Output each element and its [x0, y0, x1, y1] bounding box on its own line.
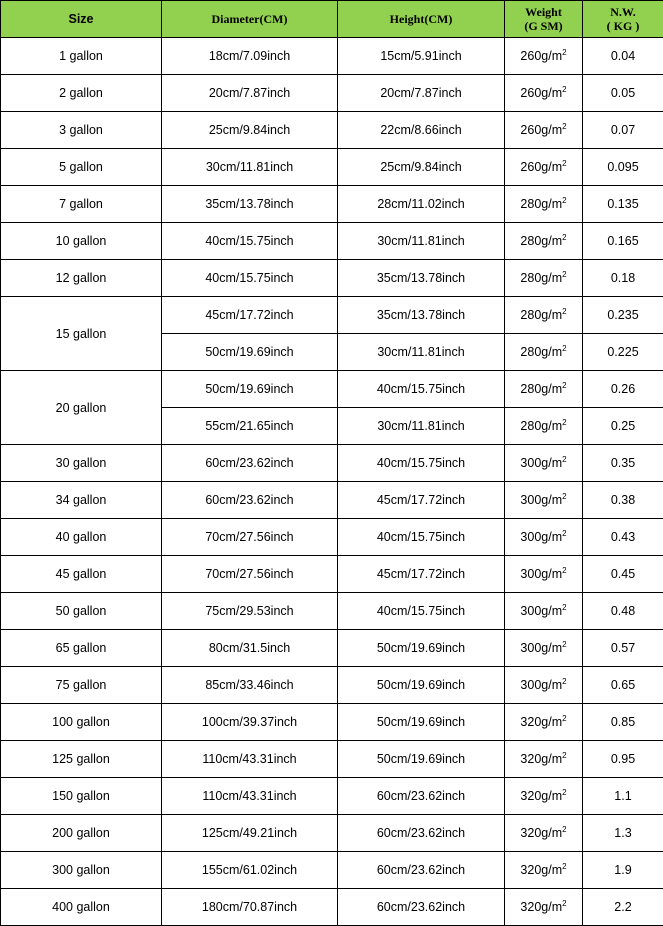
weight-value: 320 [520, 789, 541, 803]
cell-size: 50 gallon [1, 593, 162, 630]
cell-weight [505, 630, 583, 667]
cell-size: 200 gallon [1, 815, 162, 852]
table-row [1, 556, 663, 593]
table-row [1, 667, 663, 704]
cell-diameter: 40cm/15.75inch [162, 260, 338, 297]
cell-weight [505, 852, 583, 889]
cell-weight [505, 186, 583, 223]
cell-diameter: 70cm/27.56inch [162, 519, 338, 556]
table-row [1, 112, 663, 149]
cell-diameter: 18cm/7.09inch [162, 38, 338, 75]
cell-nw: 0.65 [583, 667, 663, 704]
weight-unit-exponent: 2 [562, 85, 566, 94]
cell-height: 40cm/15.75inch [338, 445, 505, 482]
header-size: Size [1, 1, 162, 38]
header-nw-line1: N.W. [583, 5, 663, 19]
table-row [1, 852, 663, 889]
weight-unit: g/m [541, 567, 562, 581]
cell-height: 60cm/23.62inch [338, 852, 505, 889]
cell-size: 100 gallon [1, 704, 162, 741]
cell-nw: 0.05 [583, 75, 663, 112]
cell-weight [505, 889, 583, 926]
cell-height: 15cm/5.91inch [338, 38, 505, 75]
cell-size: 75 gallon [1, 667, 162, 704]
cell-weight [505, 593, 583, 630]
cell-height: 30cm/11.81inch [338, 334, 505, 371]
cell-height: 50cm/19.69inch [338, 667, 505, 704]
weight-unit-exponent: 2 [562, 159, 566, 168]
cell-nw: 0.135 [583, 186, 663, 223]
weight-value: 300 [520, 567, 541, 581]
weight-value: 280 [520, 345, 541, 359]
table-row [1, 815, 663, 852]
cell-diameter: 50cm/19.69inch [162, 334, 338, 371]
table-row [1, 75, 663, 112]
weight-unit: g/m [541, 382, 562, 396]
weight-unit-exponent: 2 [562, 381, 566, 390]
weight-unit-exponent: 2 [562, 529, 566, 538]
weight-value: 300 [520, 604, 541, 618]
cell-height: 20cm/7.87inch [338, 75, 505, 112]
weight-value: 300 [520, 678, 541, 692]
cell-weight [505, 519, 583, 556]
weight-unit: g/m [541, 456, 562, 470]
cell-size: 12 gallon [1, 260, 162, 297]
weight-value: 300 [520, 456, 541, 470]
weight-unit-exponent: 2 [562, 270, 566, 279]
cell-height: 45cm/17.72inch [338, 556, 505, 593]
header-nw [583, 1, 663, 38]
weight-unit: g/m [541, 678, 562, 692]
cell-height: 30cm/11.81inch [338, 408, 505, 445]
cell-diameter: 50cm/19.69inch [162, 371, 338, 408]
table-row [1, 223, 663, 260]
weight-unit-exponent: 2 [562, 862, 566, 871]
header-height: Height(CM) [338, 1, 505, 38]
cell-weight [505, 38, 583, 75]
cell-weight [505, 75, 583, 112]
weight-unit: g/m [541, 197, 562, 211]
cell-diameter: 110cm/43.31inch [162, 778, 338, 815]
weight-unit: g/m [541, 604, 562, 618]
cell-diameter: 180cm/70.87inch [162, 889, 338, 926]
table-body [1, 38, 663, 926]
weight-unit: g/m [541, 123, 562, 137]
cell-diameter: 100cm/39.37inch [162, 704, 338, 741]
weight-value: 280 [520, 271, 541, 285]
header-weight-line1: Weight [505, 5, 582, 19]
cell-size: 3 gallon [1, 112, 162, 149]
table-row [1, 519, 663, 556]
weight-unit-exponent: 2 [562, 788, 566, 797]
cell-weight [505, 112, 583, 149]
weight-value: 320 [520, 863, 541, 877]
weight-unit: g/m [541, 715, 562, 729]
weight-unit-exponent: 2 [562, 344, 566, 353]
cell-diameter: 55cm/21.65inch [162, 408, 338, 445]
weight-unit: g/m [541, 160, 562, 174]
cell-size: 2 gallon [1, 75, 162, 112]
table-row [1, 260, 663, 297]
weight-value: 300 [520, 493, 541, 507]
cell-diameter: 45cm/17.72inch [162, 297, 338, 334]
cell-diameter: 60cm/23.62inch [162, 445, 338, 482]
weight-unit-exponent: 2 [562, 714, 566, 723]
table-row [1, 371, 663, 408]
weight-value: 320 [520, 900, 541, 914]
cell-nw: 0.38 [583, 482, 663, 519]
weight-unit: g/m [541, 308, 562, 322]
cell-size: 125 gallon [1, 741, 162, 778]
weight-unit: g/m [541, 789, 562, 803]
cell-nw: 1.1 [583, 778, 663, 815]
cell-weight [505, 297, 583, 334]
weight-unit-exponent: 2 [562, 492, 566, 501]
table-row [1, 630, 663, 667]
header-diameter: Diameter(CM) [162, 1, 338, 38]
weight-unit-exponent: 2 [562, 825, 566, 834]
weight-unit: g/m [541, 863, 562, 877]
table-row [1, 593, 663, 630]
cell-height: 50cm/19.69inch [338, 741, 505, 778]
cell-size: 20 gallon [1, 371, 162, 445]
table-row [1, 297, 663, 334]
cell-height: 50cm/19.69inch [338, 704, 505, 741]
cell-size: 15 gallon [1, 297, 162, 371]
cell-diameter: 80cm/31.5inch [162, 630, 338, 667]
table-row [1, 186, 663, 223]
cell-nw: 0.45 [583, 556, 663, 593]
cell-diameter: 35cm/13.78inch [162, 186, 338, 223]
weight-value: 320 [520, 715, 541, 729]
weight-unit: g/m [541, 271, 562, 285]
cell-diameter: 85cm/33.46inch [162, 667, 338, 704]
table-row [1, 889, 663, 926]
cell-size: 150 gallon [1, 778, 162, 815]
cell-nw: 0.095 [583, 149, 663, 186]
cell-diameter: 60cm/23.62inch [162, 482, 338, 519]
weight-unit-exponent: 2 [562, 418, 566, 427]
cell-nw: 0.48 [583, 593, 663, 630]
cell-weight [505, 223, 583, 260]
cell-diameter: 155cm/61.02inch [162, 852, 338, 889]
weight-unit-exponent: 2 [562, 455, 566, 464]
weight-value: 300 [520, 641, 541, 655]
cell-weight [505, 741, 583, 778]
cell-nw: 0.43 [583, 519, 663, 556]
weight-unit-exponent: 2 [562, 899, 566, 908]
weight-unit: g/m [541, 49, 562, 63]
cell-diameter: 30cm/11.81inch [162, 149, 338, 186]
cell-size: 400 gallon [1, 889, 162, 926]
cell-diameter: 125cm/49.21inch [162, 815, 338, 852]
weight-unit: g/m [541, 345, 562, 359]
weight-unit-exponent: 2 [562, 307, 566, 316]
cell-weight [505, 815, 583, 852]
table-row [1, 778, 663, 815]
table-row [1, 149, 663, 186]
weight-unit: g/m [541, 826, 562, 840]
table-row [1, 704, 663, 741]
cell-nw: 0.25 [583, 408, 663, 445]
weight-value: 280 [520, 308, 541, 322]
cell-size: 65 gallon [1, 630, 162, 667]
cell-nw: 0.35 [583, 445, 663, 482]
cell-nw: 0.07 [583, 112, 663, 149]
cell-nw: 2.2 [583, 889, 663, 926]
cell-size: 7 gallon [1, 186, 162, 223]
cell-weight [505, 556, 583, 593]
weight-value: 260 [520, 160, 541, 174]
weight-unit-exponent: 2 [562, 751, 566, 760]
cell-nw: 0.165 [583, 223, 663, 260]
weight-value: 300 [520, 530, 541, 544]
weight-value: 280 [520, 382, 541, 396]
weight-value: 280 [520, 197, 541, 211]
cell-diameter: 25cm/9.84inch [162, 112, 338, 149]
weight-unit-exponent: 2 [562, 640, 566, 649]
cell-weight [505, 445, 583, 482]
cell-nw: 0.26 [583, 371, 663, 408]
cell-height: 35cm/13.78inch [338, 297, 505, 334]
weight-value: 320 [520, 826, 541, 840]
weight-unit: g/m [541, 900, 562, 914]
cell-diameter: 20cm/7.87inch [162, 75, 338, 112]
cell-diameter: 110cm/43.31inch [162, 741, 338, 778]
table-row [1, 482, 663, 519]
weight-unit: g/m [541, 641, 562, 655]
cell-weight [505, 334, 583, 371]
weight-value: 260 [520, 86, 541, 100]
cell-diameter: 40cm/15.75inch [162, 223, 338, 260]
weight-unit-exponent: 2 [562, 603, 566, 612]
cell-weight [505, 408, 583, 445]
cell-weight [505, 704, 583, 741]
cell-nw: 0.225 [583, 334, 663, 371]
cell-size: 5 gallon [1, 149, 162, 186]
cell-diameter: 75cm/29.53inch [162, 593, 338, 630]
header-weight-line2: (G SM) [505, 19, 582, 33]
weight-value: 280 [520, 419, 541, 433]
cell-nw: 0.85 [583, 704, 663, 741]
weight-value: 320 [520, 752, 541, 766]
weight-unit: g/m [541, 530, 562, 544]
cell-height: 40cm/15.75inch [338, 593, 505, 630]
cell-height: 25cm/9.84inch [338, 149, 505, 186]
cell-nw: 0.235 [583, 297, 663, 334]
cell-size: 45 gallon [1, 556, 162, 593]
cell-size: 1 gallon [1, 38, 162, 75]
cell-height: 60cm/23.62inch [338, 889, 505, 926]
cell-size: 300 gallon [1, 852, 162, 889]
cell-size: 34 gallon [1, 482, 162, 519]
cell-height: 60cm/23.62inch [338, 778, 505, 815]
table-row [1, 38, 663, 75]
header-weight [505, 1, 583, 38]
cell-weight [505, 260, 583, 297]
weight-value: 260 [520, 123, 541, 137]
cell-diameter: 70cm/27.56inch [162, 556, 338, 593]
table-row [1, 445, 663, 482]
weight-unit: g/m [541, 419, 562, 433]
cell-size: 40 gallon [1, 519, 162, 556]
weight-unit-exponent: 2 [562, 122, 566, 131]
cell-nw: 0.04 [583, 38, 663, 75]
weight-unit: g/m [541, 752, 562, 766]
cell-height: 60cm/23.62inch [338, 815, 505, 852]
cell-nw: 1.3 [583, 815, 663, 852]
cell-weight [505, 482, 583, 519]
cell-weight [505, 149, 583, 186]
cell-nw: 1.9 [583, 852, 663, 889]
cell-height: 40cm/15.75inch [338, 519, 505, 556]
cell-weight [505, 371, 583, 408]
cell-height: 45cm/17.72inch [338, 482, 505, 519]
weight-unit: g/m [541, 493, 562, 507]
cell-height: 28cm/11.02inch [338, 186, 505, 223]
header-nw-line2: ( KG ) [583, 19, 663, 33]
cell-nw: 0.57 [583, 630, 663, 667]
weight-unit-exponent: 2 [562, 677, 566, 686]
weight-unit: g/m [541, 86, 562, 100]
weight-unit-exponent: 2 [562, 196, 566, 205]
header-row [1, 1, 663, 38]
cell-height: 30cm/11.81inch [338, 223, 505, 260]
weight-value: 280 [520, 234, 541, 248]
cell-weight [505, 778, 583, 815]
cell-weight [505, 667, 583, 704]
cell-nw: 0.95 [583, 741, 663, 778]
cell-nw: 0.18 [583, 260, 663, 297]
cell-height: 40cm/15.75inch [338, 371, 505, 408]
table-header [1, 1, 663, 38]
cell-height: 35cm/13.78inch [338, 260, 505, 297]
weight-unit-exponent: 2 [562, 566, 566, 575]
cell-size: 10 gallon [1, 223, 162, 260]
cell-height: 22cm/8.66inch [338, 112, 505, 149]
cell-height: 50cm/19.69inch [338, 630, 505, 667]
cell-size: 30 gallon [1, 445, 162, 482]
weight-unit-exponent: 2 [562, 233, 566, 242]
weight-value: 260 [520, 49, 541, 63]
weight-unit-exponent: 2 [562, 48, 566, 57]
weight-unit: g/m [541, 234, 562, 248]
table-row [1, 741, 663, 778]
